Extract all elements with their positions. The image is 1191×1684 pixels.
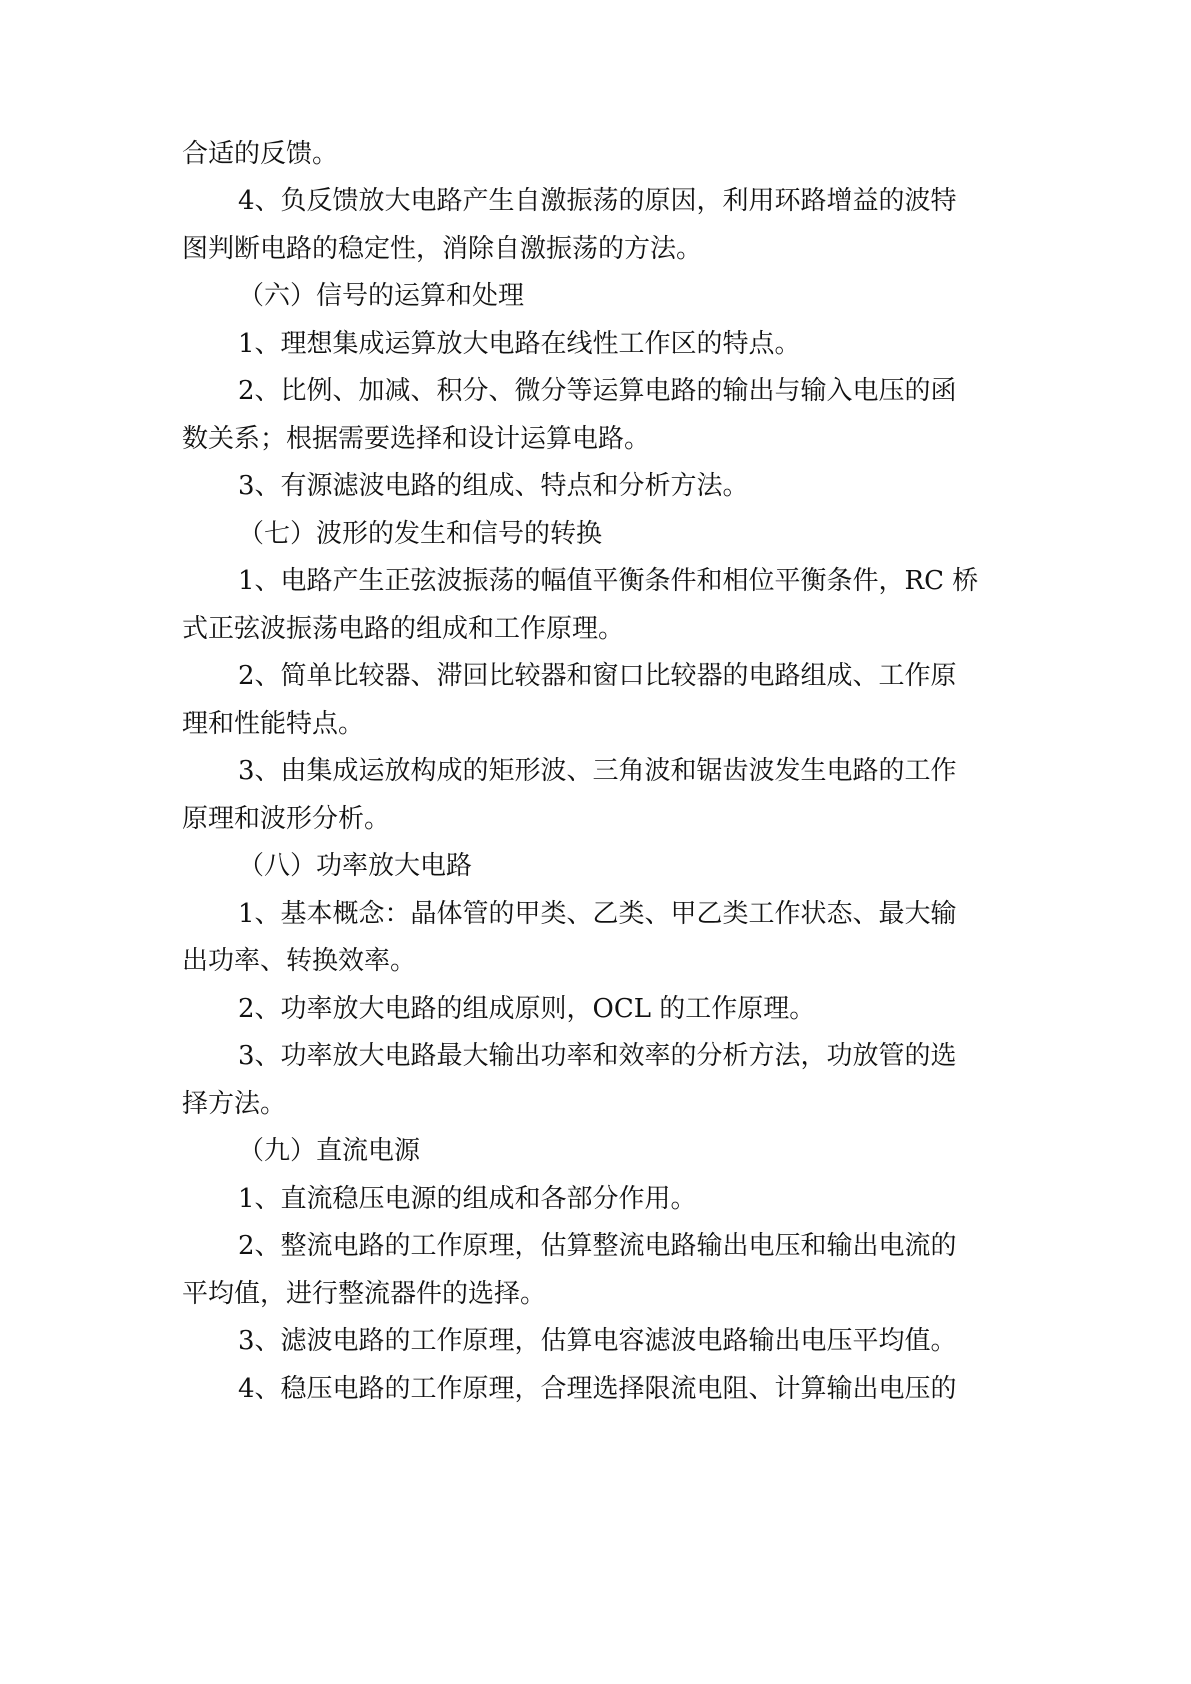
text-line: 1、理想集成运算放大电路在线性工作区的特点。 [238,329,801,359]
text-line: 式正弦波振荡电路的组成和工作原理。 [182,614,625,644]
text-line: 平均值，进行整流器件的选择。 [182,1279,547,1309]
text-line: 3、功率放大电路最大输出功率和效率的分析方法，功放管的选 [238,1041,957,1071]
text-line: 理和性能特点。 [182,709,365,739]
text-line: 3、滤波电路的工作原理，估算电容滤波电路输出电压平均值。 [238,1326,957,1356]
text-line: 4、负反馈放大电路产生自激振荡的原因，利用环路增益的波特 [238,186,957,216]
text-line: 3、有源滤波电路的组成、特点和分析方法。 [238,471,749,501]
text-line: 图判断电路的稳定性，消除自激振荡的方法。 [182,234,703,264]
text-line: 数关系；根据需要选择和设计运算电路。 [182,424,651,454]
text-line: 出功率、转换效率。 [182,946,417,976]
text-line: 3、由集成运放构成的矩形波、三角波和锯齿波发生电路的工作 [238,756,957,786]
text-line: 2、比例、加减、积分、微分等运算电路的输出与输入电压的函 [238,376,957,406]
section-heading: （七）波形的发生和信号的转换 [238,519,603,549]
text-line: 2、整流电路的工作原理，估算整流电路输出电压和输出电流的 [238,1231,957,1261]
section-heading: （九）直流电源 [238,1136,421,1166]
text-line: 择方法。 [182,1089,287,1119]
section-heading: （八）功率放大电路 [238,851,473,881]
text-line: 4、稳压电路的工作原理，合理选择限流电阻、计算输出电压的 [238,1374,957,1404]
text-line: 2、简单比较器、滞回比较器和窗口比较器的电路组成、工作原 [238,661,957,691]
text-line: 1、基本概念：晶体管的甲类、乙类、甲乙类工作状态、最大输 [238,899,957,929]
section-heading: （六）信号的运算和处理 [238,281,525,311]
text-line: 1、电路产生正弦波振荡的幅值平衡条件和相位平衡条件，RC 桥 [238,566,979,596]
text-line: 1、直流稳压电源的组成和各部分作用。 [238,1184,697,1214]
text-line: 合适的反馈。 [182,139,339,169]
text-line: 2、功率放大电路的组成原则，OCL 的工作原理。 [238,994,816,1024]
text-line: 原理和波形分析。 [182,804,391,834]
